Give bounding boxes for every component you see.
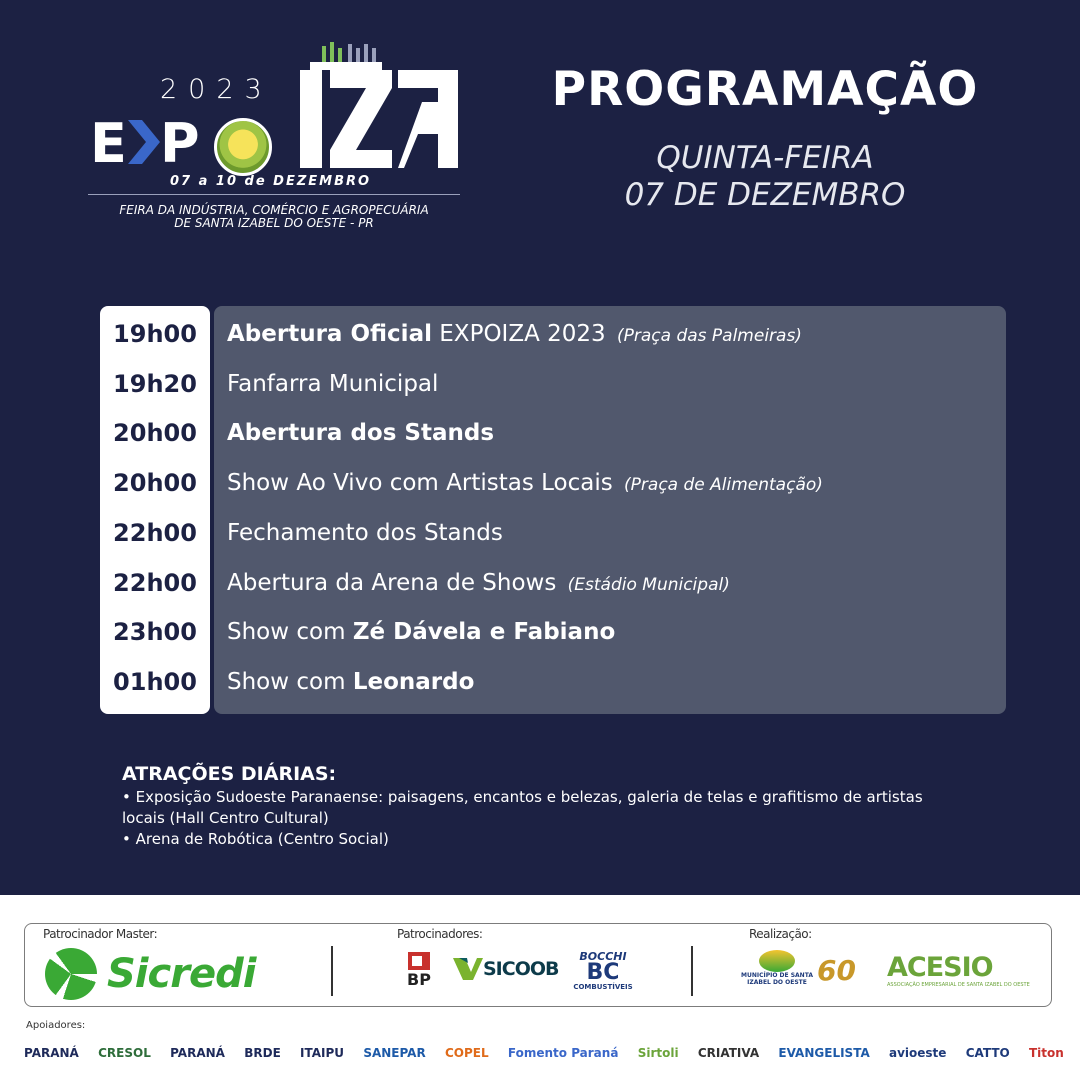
daily-attraction-line: • Exposição Sudoeste Paranaense: paisagens, encantos e belezas, galeria de telas e grafitismo de artistas <box>122 788 923 806</box>
schedule-row <box>100 607 1006 657</box>
supporter-logo: COPEL <box>444 1046 489 1060</box>
schedule-event-text: EXPOIZA 2023 <box>431 321 606 347</box>
logo-iza <box>292 42 462 176</box>
schedule-row <box>100 408 1006 458</box>
logo-iza-wordmark-icon <box>292 42 462 172</box>
svg-text:P: P <box>160 112 198 172</box>
supporter-logo: Titon <box>1028 1046 1064 1060</box>
master-sponsor-label: Patrocinador Master: <box>43 927 158 941</box>
sicoob-mark-icon <box>453 958 483 980</box>
sicredi-pinwheel-icon <box>45 948 97 1000</box>
bp-logo: BP <box>399 952 439 989</box>
logo-sun-farm-icon <box>214 118 272 176</box>
sixty-years-logo: 60 <box>817 954 856 987</box>
supporter-logo: ITAIPU <box>300 1046 345 1060</box>
schedule-event <box>210 470 823 496</box>
schedule-event <box>210 520 503 546</box>
schedule-event-highlight: Zé Dávela e Fabiano <box>352 619 616 646</box>
schedule-event-location: (Praça de Alimentação) <box>624 475 823 496</box>
schedule-time: 19h00 <box>113 320 197 348</box>
supporter-logo: CRIATIVA <box>697 1046 760 1060</box>
supporter-logo: CRESOL <box>98 1046 151 1060</box>
schedule-time: 22h00 <box>113 518 197 547</box>
schedule-time: 20h00 <box>113 419 197 448</box>
daily-attraction-line: • Arena de Robótica (Centro Social) <box>122 830 389 848</box>
municipio-logo: MUNICÍPIO DE SANTA IZABEL DO OESTE <box>737 950 817 986</box>
schedule-row <box>100 458 1006 508</box>
logo-year: 2023 <box>160 74 273 105</box>
schedule-event-text: Abertura da Arena de Shows <box>227 569 557 596</box>
sponsors-label: Patrocinadores: <box>397 927 483 941</box>
realizacao-label: Realização: <box>749 927 812 941</box>
schedule-row <box>100 359 1006 409</box>
schedule-event <box>210 420 494 446</box>
schedule-time: 01h00 <box>113 667 197 696</box>
logo-dates: 07 a 10 de DEZEMBRO <box>170 174 372 189</box>
schedule-event-text: Show com <box>227 668 353 695</box>
divider <box>331 946 333 996</box>
schedule-row <box>100 558 1006 608</box>
logo-expo-wordmark-icon <box>90 112 220 172</box>
schedule-event <box>210 669 474 695</box>
logo-subtitle-line2: DE SANTA IZABEL DO OESTE - PR <box>174 216 374 230</box>
expoiza-logo <box>78 38 478 228</box>
schedule-event-text: Show Ao Vivo com Artistas Locais <box>227 470 613 497</box>
bp-mark-icon <box>408 952 430 970</box>
schedule-row <box>100 309 1006 359</box>
supporter-logo: EVANGELISTA <box>778 1046 870 1060</box>
divider <box>691 946 693 996</box>
event-weekday: QUINTA-FEIRA <box>656 140 874 176</box>
schedule-event <box>210 321 802 347</box>
svg-text:E: E <box>90 112 125 172</box>
daily-attraction-line: locais (Hall Centro Cultural) <box>122 809 329 827</box>
schedule-time: 23h00 <box>113 618 197 647</box>
acesio-logo: ACESIO ASSOCIAÇÃO EMPRESARIAL DE SANTA IZABEL DO OESTE <box>887 952 1030 988</box>
event-date <box>540 140 990 214</box>
supporter-logo: Fomento Paraná <box>507 1046 619 1060</box>
municipio-emblem-icon <box>759 950 795 972</box>
logo-divider <box>88 194 460 195</box>
sponsors-footer <box>0 895 1080 1080</box>
schedule-event-location: (Praça das Palmeiras) <box>616 326 802 346</box>
daily-attractions <box>122 763 1012 850</box>
logo-subtitle <box>88 204 460 230</box>
schedule-event-location: (Estádio Municipal) <box>567 574 730 595</box>
event-day: 07 DE DEZEMBRO <box>624 177 906 213</box>
supporter-logo: PARANÁ <box>170 1046 225 1060</box>
supporters-row <box>24 1033 1064 1073</box>
schedule-time: 20h00 <box>113 469 197 498</box>
schedule-event-highlight: Abertura dos Stands <box>227 420 495 447</box>
schedule-event <box>210 371 438 397</box>
sicredi-logo <box>45 948 255 1000</box>
schedule-time: 22h00 <box>113 568 197 597</box>
page-title: PROGRAMAÇÃO <box>551 62 979 117</box>
supporter-logo: Sirtoli <box>637 1046 679 1060</box>
logo-expo <box>90 112 220 182</box>
schedule-event-highlight: Abertura Oficial <box>227 321 432 347</box>
supporter-logo: CATTO <box>965 1046 1010 1060</box>
supporter-logo: PARANÁ <box>24 1046 79 1060</box>
schedule-event-text: Fechamento dos Stands <box>227 519 503 546</box>
supporter-logo: avioeste <box>889 1046 947 1060</box>
schedule-event <box>210 570 730 596</box>
logo-subtitle-line1: FEIRA DA INDÚSTRIA, COMÉRCIO E AGROPECUÁRIA <box>119 203 429 217</box>
schedule-event-highlight: Leonardo <box>352 668 475 695</box>
schedule-event-text: Fanfarra Municipal <box>227 370 439 397</box>
supporter-logo: SANEPAR <box>363 1046 426 1060</box>
supporters-label: Apoiadores: <box>26 1020 86 1031</box>
bocchi-logo: BOCCHI BC COMBUSTÍVEIS <box>573 950 633 991</box>
sponsor-box <box>24 923 1052 1007</box>
daily-attractions-title: ATRAÇÕES DIÁRIAS: <box>122 763 337 785</box>
schedule-row <box>100 657 1006 707</box>
schedule-time: 19h20 <box>113 369 197 398</box>
sicredi-name: Sicredi <box>107 951 256 997</box>
schedule-row <box>100 508 1006 558</box>
sicoob-logo: SICOOB <box>453 958 558 980</box>
schedule-event-text: Show com <box>227 619 353 646</box>
supporter-logo: BRDE <box>244 1046 281 1060</box>
schedule-event <box>210 619 615 645</box>
